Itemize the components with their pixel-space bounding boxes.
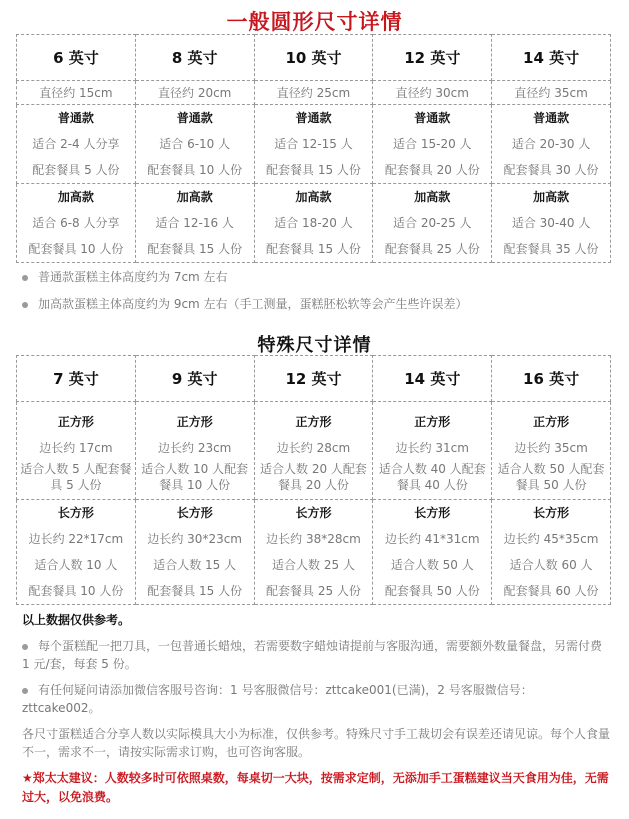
- serving-text: 适合人数 40 人配套餐具 40 人份: [378, 461, 486, 492]
- height-note-normal: [22, 268, 228, 286]
- tableware-text: 配套餐具 15 人份: [266, 242, 361, 256]
- tableware-text: 配套餐具 10 人份: [28, 584, 124, 598]
- bullet-icon: [22, 302, 28, 308]
- general-header-row: [17, 35, 611, 81]
- diameter-cell: 直径约 30cm: [373, 81, 492, 105]
- height-note-tall: [22, 295, 468, 313]
- shape-label: 长方形: [57, 506, 94, 520]
- bullet-icon: [22, 644, 28, 650]
- style-label: 加高款: [533, 190, 570, 204]
- square-cell: [492, 402, 611, 500]
- diameter-cell: 直径约 25cm: [254, 81, 373, 105]
- serving-text: 适合 6-10 人: [159, 137, 231, 151]
- tableware-text: 配套餐具 50 人份: [384, 584, 480, 598]
- suggestion-tip: ★郑太太建议：人数较多时可依照桌数，每桌切一大块，按需求定制，无添加手工蛋糕建议当天食用为佳，无需过大，以免浪费。: [22, 771, 609, 804]
- shape-label: 长方形: [533, 506, 570, 520]
- tall-cell: [373, 184, 492, 263]
- style-label: 加高款: [57, 190, 94, 204]
- normal-style-row: [17, 105, 611, 184]
- serving-text: 适合 20-30 人: [511, 137, 591, 151]
- tall-cell: [492, 184, 611, 263]
- square-row: [17, 402, 611, 500]
- tableware-text: 配套餐具 60 人份: [503, 584, 599, 598]
- note-text: 普通款蛋糕主体高度约为 7cm 左右: [38, 270, 228, 284]
- square-cell: [373, 402, 492, 500]
- normal-cell: [373, 105, 492, 184]
- tall-style-row: [17, 184, 611, 263]
- serving-text: 适合人数 10 人: [34, 558, 118, 572]
- tall-cell: [254, 184, 373, 263]
- shape-label: 长方形: [414, 506, 451, 520]
- serving-text: 适合人数 20 人配套餐具 20 人份: [260, 461, 367, 492]
- side-text: 边长约 31cm: [395, 440, 469, 455]
- square-cell: [17, 402, 136, 500]
- disclaimer-paragraph: 各尺寸蛋糕适合分享人数以实际模具大小为标准，仅供参考。特殊尺寸手工裁切会有误差还请见谅。每个人食量不一，需求不一，请按实际需求订购，也可咨询客服。: [22, 727, 611, 759]
- size-header: 6 英寸: [17, 35, 136, 81]
- tableware-text: 配套餐具 15 人份: [147, 242, 243, 256]
- side-text: 边长约 41*31cm: [384, 532, 480, 546]
- serving-text: 适合人数 15 人: [153, 558, 237, 572]
- shape-label: 正方形: [176, 414, 213, 429]
- serving-text: 适合 6-8 人分享: [32, 216, 120, 230]
- serving-text: 适合 12-15 人: [274, 137, 353, 151]
- size-header: 14 英寸: [373, 356, 492, 402]
- note-text: 每个蛋糕配一把刀具，一包普通长蜡烛，若需要数字蜡烛请提前与客服沟通，需要额外数量餐盘，另需付费 1 元/套，每套 5 份。: [22, 639, 603, 671]
- tool-note: [22, 637, 602, 673]
- serving-text: 适合人数 5 人配套餐具 5 人份: [20, 461, 132, 492]
- note-text: 有任何疑问请添加微信客服号咨询：1 号客服微信号：zttcake001(已满)，2 号客服微信号：zttcake002。: [22, 683, 533, 715]
- side-text: 边长约 28cm: [276, 440, 351, 455]
- rect-cell: [492, 500, 611, 605]
- shape-label: 正方形: [533, 414, 570, 429]
- style-label: 普通款: [295, 111, 332, 125]
- style-label: 普通款: [414, 111, 451, 125]
- serving-text: 适合 20-25 人: [393, 216, 472, 230]
- shape-label: 长方形: [295, 506, 332, 520]
- normal-cell: [135, 105, 254, 184]
- tableware-text: 配套餐具 25 人份: [384, 242, 480, 256]
- tableware-text: 配套餐具 30 人份: [503, 163, 599, 177]
- serving-text: 适合 18-20 人: [274, 216, 353, 230]
- diameter-cell: 直径约 20cm: [135, 81, 254, 105]
- shape-label: 正方形: [414, 414, 451, 429]
- rect-cell: [17, 500, 136, 605]
- contact-note: [22, 681, 602, 717]
- rect-row: [17, 500, 611, 605]
- size-header: 9 英寸: [135, 356, 254, 402]
- square-cell: [135, 402, 254, 500]
- serving-text: 适合 2-4 人分享: [32, 137, 120, 151]
- rect-cell: [135, 500, 254, 605]
- style-label: 加高款: [176, 190, 213, 204]
- serving-text: 适合 15-20 人: [393, 137, 472, 151]
- special-size-table: [16, 355, 611, 605]
- size-header: 12 英寸: [373, 35, 492, 81]
- serving-text: 适合人数 25 人: [272, 558, 355, 572]
- style-label: 加高款: [295, 190, 332, 204]
- diameter-cell: 直径约 35cm: [492, 81, 611, 105]
- side-text: 边长约 23cm: [158, 440, 232, 455]
- tableware-text: 配套餐具 25 人份: [266, 584, 361, 598]
- rect-cell: [254, 500, 373, 605]
- serving-text: 适合 30-40 人: [511, 216, 591, 230]
- diameter-row: [17, 81, 611, 105]
- general-size-title: 一般圆形尺寸详情: [226, 10, 403, 34]
- side-text: 边长约 45*35cm: [503, 532, 599, 546]
- size-header: 10 英寸: [254, 35, 373, 81]
- size-header: 7 英寸: [17, 356, 136, 402]
- note-text: 加高款蛋糕主体高度约为 9cm 左右（手工测量，蛋糕胚松软等会产生些许误差）: [38, 297, 468, 311]
- size-header: 12 英寸: [254, 356, 373, 402]
- serving-text: 适合人数 10 人配套餐具 10 人份: [141, 461, 249, 492]
- special-size-title: 特殊尺寸详情: [257, 335, 372, 356]
- rect-cell: [373, 500, 492, 605]
- side-text: 边长约 30*23cm: [147, 532, 243, 546]
- side-text: 边长约 35cm: [514, 440, 588, 455]
- diameter-cell: 直径约 15cm: [17, 81, 136, 105]
- bullet-icon: [22, 275, 28, 281]
- side-text: 边长约 17cm: [39, 440, 113, 455]
- serving-text: 适合 12-16 人: [155, 216, 234, 230]
- square-cell: [254, 402, 373, 500]
- shape-label: 正方形: [57, 414, 94, 429]
- tableware-text: 配套餐具 20 人份: [384, 163, 480, 177]
- general-size-table: [16, 34, 611, 263]
- normal-cell: [17, 105, 136, 184]
- size-header: 14 英寸: [492, 35, 611, 81]
- normal-cell: [492, 105, 611, 184]
- style-label: 加高款: [414, 190, 451, 204]
- size-header: 8 英寸: [135, 35, 254, 81]
- side-text: 边长约 38*28cm: [266, 532, 361, 546]
- style-label: 普通款: [176, 111, 213, 125]
- serving-text: 适合人数 50 人: [390, 558, 474, 572]
- shape-label: 长方形: [176, 506, 213, 520]
- tableware-text: 配套餐具 35 人份: [503, 242, 599, 256]
- tableware-text: 配套餐具 5 人份: [32, 163, 120, 177]
- side-text: 边长约 22*17cm: [28, 532, 124, 546]
- size-header: 16 英寸: [492, 356, 611, 402]
- tableware-text: 配套餐具 10 人份: [28, 242, 124, 256]
- serving-text: 适合人数 60 人: [509, 558, 593, 572]
- style-label: 普通款: [533, 111, 570, 125]
- serving-text: 适合人数 50 人配套餐具 50 人份: [497, 461, 605, 492]
- normal-cell: [254, 105, 373, 184]
- reference-note: 以上数据仅供参考。: [22, 613, 131, 627]
- bullet-icon: [22, 688, 28, 694]
- tall-cell: [135, 184, 254, 263]
- special-header-row: [17, 356, 611, 402]
- shape-label: 正方形: [295, 414, 332, 429]
- tall-cell: [17, 184, 136, 263]
- tableware-text: 配套餐具 15 人份: [147, 584, 243, 598]
- tableware-text: 配套餐具 15 人份: [266, 163, 361, 177]
- style-label: 普通款: [57, 111, 94, 125]
- tableware-text: 配套餐具 10 人份: [147, 163, 243, 177]
